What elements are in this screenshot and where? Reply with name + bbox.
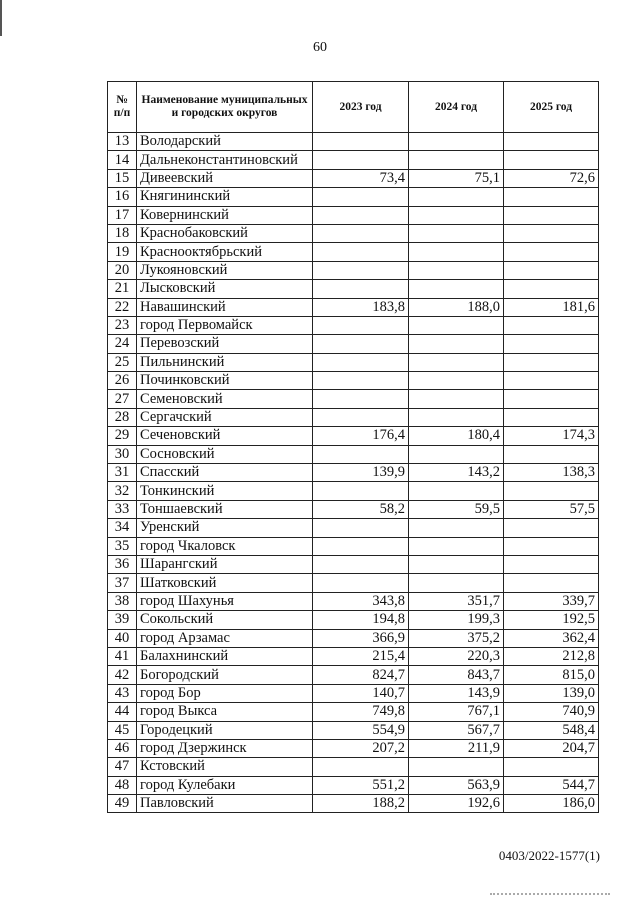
row-number: 47 (108, 758, 137, 776)
value-2024 (409, 133, 504, 151)
value-2023 (313, 316, 409, 334)
value-2025: 138,3 (504, 464, 599, 482)
row-number: 48 (108, 776, 137, 794)
value-2024 (409, 261, 504, 279)
value-2024 (409, 390, 504, 408)
value-2025 (504, 335, 599, 353)
table-row (108, 224, 599, 242)
table-row (108, 537, 599, 555)
table-row (108, 703, 599, 721)
value-2023: 188,2 (313, 795, 409, 813)
table-row (108, 243, 599, 261)
value-2023 (313, 188, 409, 206)
row-name: Сокольский (137, 611, 313, 629)
value-2023 (313, 555, 409, 573)
value-2023: 194,8 (313, 611, 409, 629)
value-2023: 554,9 (313, 721, 409, 739)
table-row (108, 316, 599, 334)
value-2023 (313, 335, 409, 353)
value-2023 (313, 574, 409, 592)
value-2023 (313, 758, 409, 776)
table-body (108, 133, 599, 813)
value-2023: 58,2 (313, 500, 409, 518)
value-2023 (313, 133, 409, 151)
row-name: Дивеевский (137, 169, 313, 187)
row-name: город Первомайск (137, 316, 313, 334)
value-2025: 192,5 (504, 611, 599, 629)
row-name: город Кулебаки (137, 776, 313, 794)
value-2024: 192,6 (409, 795, 504, 813)
row-number: 30 (108, 445, 137, 463)
value-2025 (504, 555, 599, 573)
value-2025 (504, 206, 599, 224)
value-2023 (313, 243, 409, 261)
row-number: 21 (108, 280, 137, 298)
value-2023: 139,9 (313, 464, 409, 482)
row-number: 24 (108, 335, 137, 353)
value-2023 (313, 519, 409, 537)
row-name: город Выкса (137, 703, 313, 721)
row-name: город Чкаловск (137, 537, 313, 555)
value-2024 (409, 445, 504, 463)
table-row (108, 629, 599, 647)
value-2024 (409, 316, 504, 334)
value-2023: 749,8 (313, 703, 409, 721)
value-2023: 140,7 (313, 684, 409, 702)
value-2023: 183,8 (313, 298, 409, 316)
row-number: 49 (108, 795, 137, 813)
document-code: 0403/2022-1577(1) (498, 848, 600, 863)
row-name: город Арзамас (137, 629, 313, 647)
row-name: Пильнинский (137, 353, 313, 371)
table-row (108, 611, 599, 629)
value-2025 (504, 537, 599, 555)
row-number: 17 (108, 206, 137, 224)
value-2025 (504, 133, 599, 151)
row-number: 20 (108, 261, 137, 279)
row-name: Перевозский (137, 335, 313, 353)
table-row (108, 408, 599, 426)
row-name: Сергачский (137, 408, 313, 426)
row-name: Краснооктябрьский (137, 243, 313, 261)
value-2025: 139,0 (504, 684, 599, 702)
value-2025: 204,7 (504, 739, 599, 757)
header-2023: 2023 год (313, 82, 409, 133)
value-2025: 740,9 (504, 703, 599, 721)
table-row (108, 464, 599, 482)
value-2025 (504, 151, 599, 169)
value-2024 (409, 353, 504, 371)
row-name: Навашинский (137, 298, 313, 316)
value-2025: 339,7 (504, 592, 599, 610)
row-number: 39 (108, 611, 137, 629)
row-number: 44 (108, 703, 137, 721)
table-row (108, 647, 599, 665)
value-2024 (409, 555, 504, 573)
row-name: город Дзержинск (137, 739, 313, 757)
value-2025 (504, 574, 599, 592)
value-2024 (409, 243, 504, 261)
value-2025 (504, 261, 599, 279)
value-2024: 351,7 (409, 592, 504, 610)
value-2025: 57,5 (504, 500, 599, 518)
table-row (108, 133, 599, 151)
value-2023 (313, 408, 409, 426)
row-number: 38 (108, 592, 137, 610)
value-2024: 188,0 (409, 298, 504, 316)
value-2024: 199,3 (409, 611, 504, 629)
table-row (108, 795, 599, 813)
row-name: Шатковский (137, 574, 313, 592)
row-number: 33 (108, 500, 137, 518)
table-row (108, 427, 599, 445)
table-row (108, 758, 599, 776)
value-2024: 567,7 (409, 721, 504, 739)
row-name: Павловский (137, 795, 313, 813)
row-number: 19 (108, 243, 137, 261)
row-number: 35 (108, 537, 137, 555)
row-number: 22 (108, 298, 137, 316)
row-name: Княгининский (137, 188, 313, 206)
row-number: 28 (108, 408, 137, 426)
table-row (108, 555, 599, 573)
row-name: Лукояновский (137, 261, 313, 279)
row-name: город Шахунья (137, 592, 313, 610)
row-number: 46 (108, 739, 137, 757)
table-row (108, 666, 599, 684)
row-name: Тонкинский (137, 482, 313, 500)
table-row (108, 298, 599, 316)
value-2023: 215,4 (313, 647, 409, 665)
value-2024 (409, 574, 504, 592)
row-number: 42 (108, 666, 137, 684)
row-number: 16 (108, 188, 137, 206)
table-row (108, 592, 599, 610)
value-2024 (409, 482, 504, 500)
scan-edge-mark (0, 0, 2, 36)
row-name: Семеновский (137, 390, 313, 408)
value-2023 (313, 372, 409, 390)
value-2025 (504, 188, 599, 206)
table-row (108, 684, 599, 702)
value-2025: 544,7 (504, 776, 599, 794)
row-name: Балахнинский (137, 647, 313, 665)
row-name: Сосновский (137, 445, 313, 463)
table-row (108, 519, 599, 537)
row-number: 25 (108, 353, 137, 371)
value-2025 (504, 243, 599, 261)
value-2025: 815,0 (504, 666, 599, 684)
row-number: 43 (108, 684, 137, 702)
value-2023 (313, 280, 409, 298)
value-2025 (504, 353, 599, 371)
table-row (108, 280, 599, 298)
table-row (108, 574, 599, 592)
row-number: 18 (108, 224, 137, 242)
value-2025 (504, 280, 599, 298)
row-number: 13 (108, 133, 137, 151)
row-number: 15 (108, 169, 137, 187)
header-2025: 2025 год (504, 82, 599, 133)
value-2024: 143,2 (409, 464, 504, 482)
table-row (108, 372, 599, 390)
value-2023: 207,2 (313, 739, 409, 757)
value-2024 (409, 758, 504, 776)
municipal-table (107, 81, 599, 813)
value-2024: 843,7 (409, 666, 504, 684)
table-row (108, 188, 599, 206)
value-2023 (313, 482, 409, 500)
value-2023 (313, 206, 409, 224)
value-2023 (313, 390, 409, 408)
value-2023: 73,4 (313, 169, 409, 187)
table-row (108, 776, 599, 794)
table-row (108, 500, 599, 518)
row-number: 45 (108, 721, 137, 739)
value-2025: 362,4 (504, 629, 599, 647)
header-num: № п/п (108, 82, 137, 133)
value-2024 (409, 372, 504, 390)
value-2025 (504, 408, 599, 426)
value-2023: 343,8 (313, 592, 409, 610)
row-name: Тоншаевский (137, 500, 313, 518)
value-2024: 143,9 (409, 684, 504, 702)
value-2025 (504, 758, 599, 776)
value-2025 (504, 519, 599, 537)
row-name: Дальнеконстантиновский (137, 151, 313, 169)
value-2023 (313, 224, 409, 242)
row-name: Шарангский (137, 555, 313, 573)
row-number: 29 (108, 427, 137, 445)
table-row (108, 445, 599, 463)
row-name: Богородский (137, 666, 313, 684)
row-name: Уренский (137, 519, 313, 537)
value-2024: 220,3 (409, 647, 504, 665)
value-2025 (504, 224, 599, 242)
row-name: Городецкий (137, 721, 313, 739)
value-2023: 176,4 (313, 427, 409, 445)
row-number: 40 (108, 629, 137, 647)
row-number: 36 (108, 555, 137, 573)
value-2024: 563,9 (409, 776, 504, 794)
value-2024 (409, 206, 504, 224)
header-name: Наименование муниципальных и городских округов (137, 82, 313, 133)
value-2024 (409, 280, 504, 298)
row-name: Володарский (137, 133, 313, 151)
table-row (108, 169, 599, 187)
row-number: 37 (108, 574, 137, 592)
row-number: 34 (108, 519, 137, 537)
value-2023 (313, 151, 409, 169)
table-row (108, 482, 599, 500)
page-number: 60 (313, 40, 327, 55)
value-2024: 180,4 (409, 427, 504, 445)
row-number: 27 (108, 390, 137, 408)
value-2024 (409, 188, 504, 206)
value-2024 (409, 224, 504, 242)
value-2023 (313, 445, 409, 463)
value-2025: 548,4 (504, 721, 599, 739)
table-row (108, 335, 599, 353)
value-2024 (409, 151, 504, 169)
table-row (108, 206, 599, 224)
value-2024: 767,1 (409, 703, 504, 721)
value-2024: 59,5 (409, 500, 504, 518)
value-2025 (504, 372, 599, 390)
row-name: Спасский (137, 464, 313, 482)
scan-dots (490, 893, 610, 898)
value-2025: 212,8 (504, 647, 599, 665)
value-2025: 186,0 (504, 795, 599, 813)
value-2025 (504, 316, 599, 334)
value-2025: 181,6 (504, 298, 599, 316)
row-number: 41 (108, 647, 137, 665)
value-2025: 174,3 (504, 427, 599, 445)
value-2023 (313, 353, 409, 371)
value-2025 (504, 390, 599, 408)
row-name: Краснобаковский (137, 224, 313, 242)
header-2024: 2024 год (409, 82, 504, 133)
table-row (108, 353, 599, 371)
row-number: 14 (108, 151, 137, 169)
value-2024 (409, 335, 504, 353)
value-2024 (409, 408, 504, 426)
row-name: город Бор (137, 684, 313, 702)
value-2023 (313, 261, 409, 279)
table-row (108, 739, 599, 757)
row-name: Ковернинский (137, 206, 313, 224)
row-number: 26 (108, 372, 137, 390)
row-name: Сеченовский (137, 427, 313, 445)
row-name: Кстовский (137, 758, 313, 776)
row-number: 32 (108, 482, 137, 500)
value-2024: 375,2 (409, 629, 504, 647)
value-2023: 366,9 (313, 629, 409, 647)
table-row (108, 151, 599, 169)
table-row (108, 390, 599, 408)
value-2024: 75,1 (409, 169, 504, 187)
value-2023: 824,7 (313, 666, 409, 684)
value-2025 (504, 482, 599, 500)
row-number: 23 (108, 316, 137, 334)
row-name: Лысковский (137, 280, 313, 298)
value-2024 (409, 519, 504, 537)
value-2024 (409, 537, 504, 555)
table-row (108, 261, 599, 279)
table-row (108, 721, 599, 739)
value-2024: 211,9 (409, 739, 504, 757)
value-2023: 551,2 (313, 776, 409, 794)
value-2025: 72,6 (504, 169, 599, 187)
value-2023 (313, 537, 409, 555)
table-header-row (108, 82, 599, 133)
row-name: Починковский (137, 372, 313, 390)
row-number: 31 (108, 464, 137, 482)
value-2025 (504, 445, 599, 463)
